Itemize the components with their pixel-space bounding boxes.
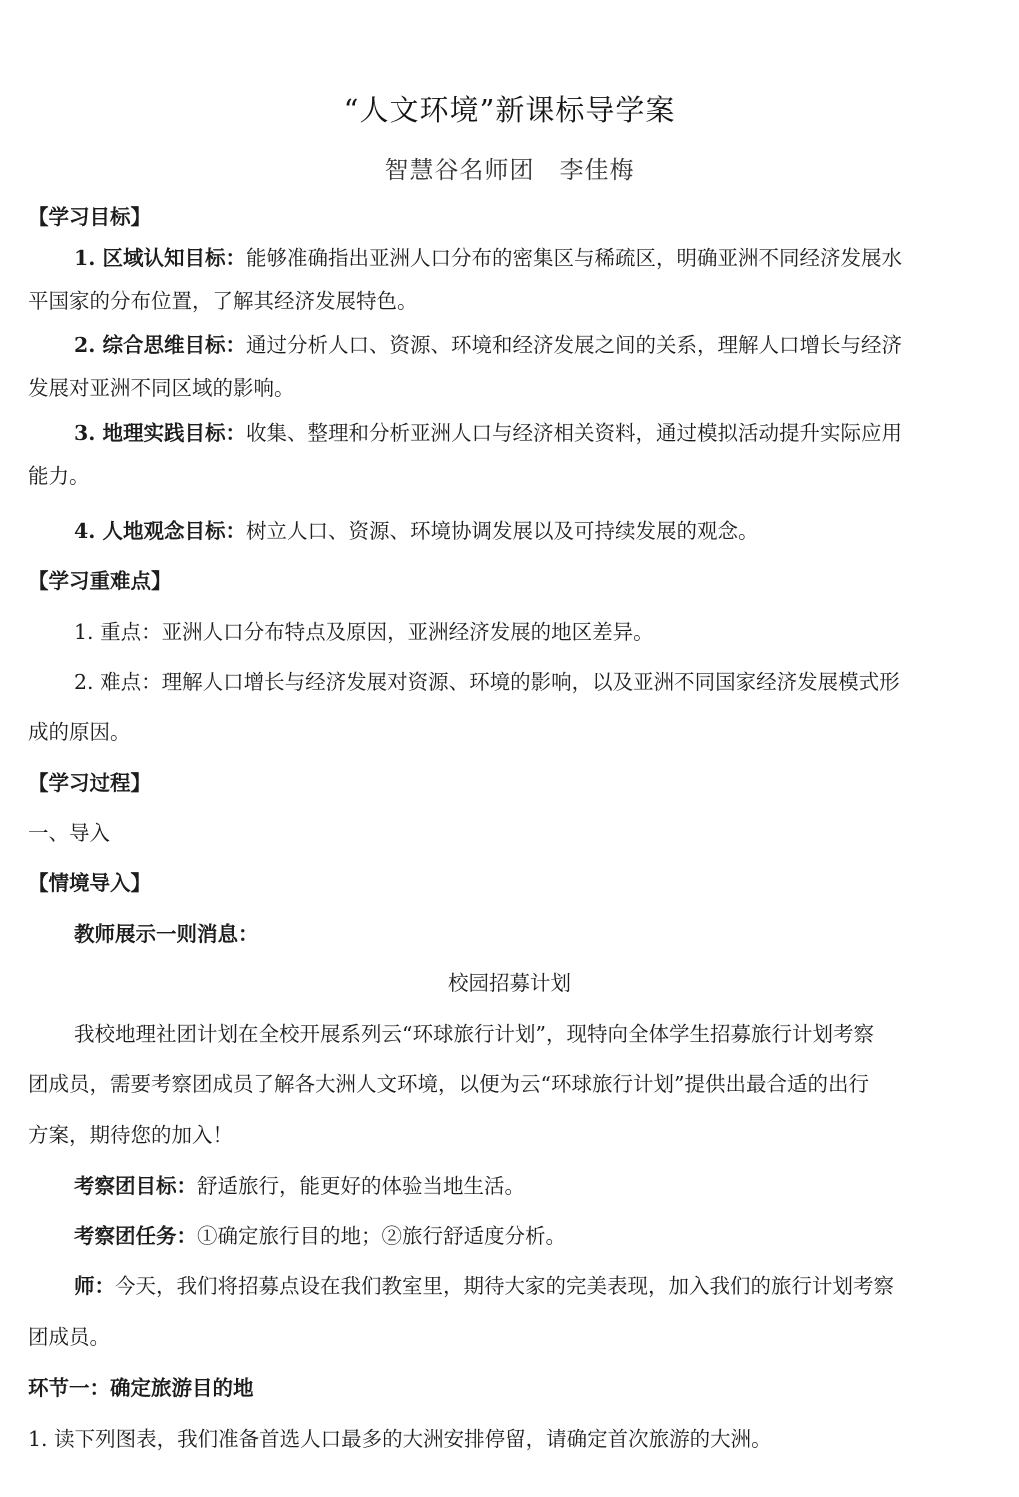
objectives-heading: 【学习目标】 (28, 205, 151, 229)
teacher-remark-line-1 (74, 1271, 995, 1301)
objective-4-text: 树立人口、资源、环境协调发展以及可持续发展的观念。 (246, 519, 759, 543)
objective-2-line-1 (74, 330, 995, 360)
team-task-text: ①确定旅行目的地；②旅行舒适度分析。 (197, 1224, 566, 1248)
team-task (74, 1221, 995, 1251)
objective-1-text: 能够准确指出亚洲人口分布的密集区与稀疏区，明确亚洲不同经济发展水 (246, 246, 903, 270)
objective-2-line-2: 发展对亚洲不同区域的影响。 (28, 376, 295, 400)
objective-4-line-1 (74, 516, 995, 546)
scene-heading: 【情境导入】 (28, 871, 151, 895)
notice-line-3: 方案，期待您的加入！ (28, 1123, 233, 1147)
step-1-question: 1. 读下列图表，我们准备首选人口最多的大洲安排停留，请确定首次旅游的大洲。 (28, 1427, 772, 1451)
teacher-label: 师： (74, 1274, 115, 1298)
objective-2-text: 通过分析人口、资源、环境和经济发展之间的关系，理解人口增长与经济 (246, 333, 903, 357)
document-author: 智慧谷名师团 李佳梅 (384, 156, 635, 184)
team-goal-label: 考察团目标： (74, 1174, 197, 1198)
teacher-remark-line-2: 团成员。 (28, 1325, 110, 1349)
objective-3-label: 3. 地理实践目标： (74, 421, 247, 445)
objective-2-label: 2. 综合思维目标： (74, 333, 247, 357)
objective-3-text: 收集、整理和分析亚洲人口与经济相关资料，通过模拟活动提升实际应用 (246, 421, 903, 445)
team-goal (74, 1171, 995, 1201)
intro-subheading: 一、导入 (28, 821, 110, 845)
team-goal-text: 舒适旅行，能更好的体验当地生活。 (197, 1174, 525, 1198)
key-point-2-line-2: 成的原因。 (28, 720, 131, 744)
objective-4-label: 4. 人地观念目标： (74, 519, 247, 543)
process-heading: 【学习过程】 (28, 771, 151, 795)
teacher-intro: 教师展示一则消息： (74, 922, 259, 946)
document-title: “人文环境”新课标导学案 (343, 93, 676, 127)
objective-3-line-1 (74, 418, 995, 448)
notice-line-2: 团成员，需要考察团成员了解各大洲人文环境，以便为云“环球旅行计划”提供出最合适的出行 (28, 1072, 869, 1096)
teacher-remark-text: 今天，我们将招募点设在我们教室里，期待大家的完美表现，加入我们的旅行计划考察 (115, 1274, 894, 1298)
key-point-1: 1. 重点：亚洲人口分布特点及原因，亚洲经济发展的地区差异。 (74, 620, 654, 644)
objective-1-label: 1. 区域认知目标： (74, 246, 247, 270)
key-point-2-line-1: 2. 难点：理解人口增长与经济发展对资源、环境的影响，以及亚洲不同国家经济发展模式形 (74, 670, 900, 694)
key-points-heading: 【学习重难点】 (28, 569, 172, 593)
notice-title: 校园招募计划 (448, 971, 571, 995)
step-1-heading: 环节一：确定旅游目的地 (28, 1376, 254, 1400)
objective-1-line-1 (74, 243, 995, 273)
objective-1-line-2: 平国家的分布位置，了解其经济发展特色。 (28, 289, 418, 313)
notice-line-1: 我校地理社团计划在全校开展系列云“环球旅行计划”，现特向全体学生招募旅行计划考察 (74, 1022, 874, 1046)
team-task-label: 考察团任务： (74, 1224, 197, 1248)
objective-3-line-2: 能力。 (28, 464, 90, 488)
